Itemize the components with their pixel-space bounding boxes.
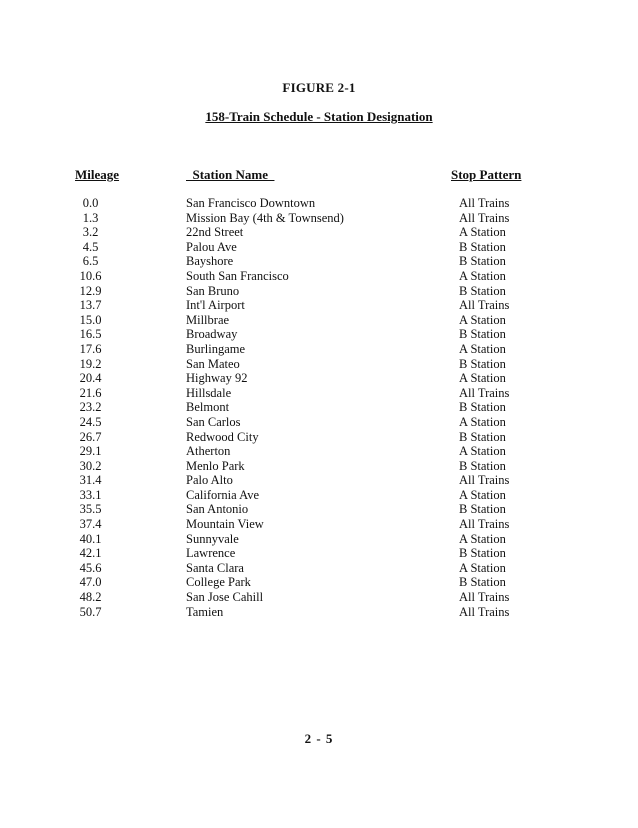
stop-pattern-cell: A Station (459, 560, 506, 575)
mileage-cell: 45.6 (79, 560, 102, 575)
table-row (0, 415, 638, 430)
stop-pattern-cell: B Station (459, 254, 506, 269)
table-row (0, 225, 638, 240)
stop-pattern-cell: B Station (459, 575, 506, 590)
column-header-stop-pattern: Stop Pattern (451, 167, 522, 182)
station-name-cell: Highway 92 (186, 371, 248, 386)
station-name-cell: San Francisco Downtown (186, 196, 316, 210)
stop-pattern-cell: B Station (459, 546, 506, 561)
mileage-cell: 15.0 (79, 312, 102, 327)
stop-pattern-cell: All Trains (459, 473, 510, 488)
stop-pattern-cell: B Station (459, 239, 506, 254)
station-name-cell: 22nd Street (186, 225, 244, 240)
mileage-cell: 21.6 (79, 385, 102, 400)
station-name-cell: Broadway (186, 327, 238, 342)
mileage-cell: 26.7 (79, 429, 102, 444)
station-table (0, 196, 638, 619)
station-name-cell: Redwood City (186, 429, 259, 444)
station-name-cell: Int'l Airport (186, 298, 245, 313)
mileage-cell: 48.2 (79, 590, 102, 605)
mileage-cell: 19.2 (79, 356, 102, 371)
mileage-cell: 17.6 (79, 341, 102, 356)
mileage-cell: 35.5 (79, 502, 102, 517)
table-row (0, 211, 638, 226)
mileage-cell: 10.6 (79, 268, 102, 283)
table-row (0, 561, 638, 576)
table-row (0, 430, 638, 445)
stop-pattern-cell: A Station (459, 444, 506, 459)
table-row (0, 459, 638, 474)
mileage-cell: 33.1 (79, 487, 102, 502)
figure-title: FIGURE 2-1 (282, 80, 356, 95)
stop-pattern-cell: A Station (459, 225, 506, 240)
stop-pattern-cell: B Station (459, 327, 506, 342)
table-row (0, 473, 638, 488)
stop-pattern-cell: A Station (459, 371, 506, 386)
mileage-cell: 0.0 (82, 196, 99, 210)
table-row (0, 284, 638, 299)
station-name-cell: Palo Alto (186, 473, 233, 488)
station-name-cell: Palou Ave (186, 239, 237, 254)
mileage-cell: 1.3 (82, 210, 99, 225)
table-row (0, 400, 638, 415)
mileage-cell: 31.4 (79, 473, 102, 488)
mileage-cell: 23.2 (79, 400, 102, 415)
page-number: 2 - 5 (304, 731, 334, 746)
stop-pattern-cell: A Station (459, 414, 506, 429)
table-row (0, 532, 638, 547)
table-row (0, 502, 638, 517)
mileage-cell: 24.5 (79, 414, 102, 429)
table-row (0, 298, 638, 313)
station-name-cell: San Carlos (186, 414, 241, 429)
table-row (0, 386, 638, 401)
stop-pattern-cell: B Station (459, 429, 506, 444)
table-row (0, 269, 638, 284)
table-row (0, 196, 638, 211)
station-name-cell: San Antonio (186, 502, 249, 517)
stop-pattern-cell: A Station (459, 531, 506, 546)
mileage-cell: 12.9 (79, 283, 102, 298)
mileage-cell: 6.5 (82, 254, 99, 269)
station-name-cell: Atherton (186, 444, 231, 459)
mileage-cell: 47.0 (79, 575, 102, 590)
table-row (0, 357, 638, 372)
table-row (0, 605, 638, 620)
station-name-cell: South San Francisco (186, 268, 289, 283)
column-header-mileage: Mileage (75, 167, 120, 182)
station-name-cell: Tamien (186, 604, 224, 619)
stop-pattern-cell: B Station (459, 458, 506, 473)
stop-pattern-cell: All Trains (459, 604, 510, 619)
stop-pattern-cell: B Station (459, 502, 506, 517)
stop-pattern-cell: All Trains (459, 210, 510, 225)
table-row (0, 444, 638, 459)
mileage-cell: 42.1 (79, 546, 102, 561)
table-row (0, 371, 638, 386)
stop-pattern-cell: A Station (459, 341, 506, 356)
mileage-cell: 29.1 (79, 444, 102, 459)
mileage-cell: 16.5 (79, 327, 102, 342)
station-name-cell: Bayshore (186, 254, 234, 269)
mileage-cell: 20.4 (79, 371, 102, 386)
station-name-cell: San Jose Cahill (186, 590, 264, 605)
mileage-cell: 3.2 (82, 225, 99, 240)
stop-pattern-cell: B Station (459, 356, 506, 371)
stop-pattern-cell: All Trains (459, 298, 510, 313)
table-row (0, 254, 638, 269)
station-name-cell: Santa Clara (186, 560, 244, 575)
station-name-cell: San Mateo (186, 356, 240, 371)
table-row (0, 327, 638, 342)
mileage-cell: 30.2 (79, 458, 102, 473)
station-name-cell: Hillsdale (186, 385, 232, 400)
stop-pattern-cell: All Trains (459, 385, 510, 400)
table-row (0, 590, 638, 605)
station-name-cell: Burlingame (186, 341, 246, 356)
schedule-subtitle: 158-Train Schedule - Station Designation (205, 109, 433, 124)
stop-pattern-cell: A Station (459, 268, 506, 283)
mileage-cell: 13.7 (79, 298, 102, 313)
station-name-cell: California Ave (186, 487, 260, 502)
stop-pattern-cell: A Station (459, 312, 506, 327)
table-row (0, 575, 638, 590)
stop-pattern-cell: All Trains (459, 196, 510, 210)
stop-pattern-cell: All Trains (459, 590, 510, 605)
table-row (0, 313, 638, 328)
station-name-cell: Belmont (186, 400, 230, 415)
mileage-cell: 4.5 (82, 239, 99, 254)
mileage-cell: 40.1 (79, 531, 102, 546)
table-row (0, 488, 638, 503)
stop-pattern-cell: All Trains (459, 517, 510, 532)
mileage-cell: 37.4 (79, 517, 102, 532)
station-name-cell: San Bruno (186, 283, 240, 298)
column-header-station-name: Station Name (186, 167, 275, 182)
table-row (0, 240, 638, 255)
station-name-cell: Millbrae (186, 312, 230, 327)
station-name-cell: Lawrence (186, 546, 236, 561)
station-name-cell: Sunnyvale (186, 531, 239, 546)
station-name-cell: Mission Bay (4th & Townsend) (186, 210, 344, 225)
stop-pattern-cell: B Station (459, 283, 506, 298)
table-row (0, 517, 638, 532)
station-name-cell: Menlo Park (186, 458, 245, 473)
station-name-cell: Mountain View (186, 517, 264, 532)
stop-pattern-cell: A Station (459, 487, 506, 502)
mileage-cell: 50.7 (79, 604, 102, 619)
stop-pattern-cell: B Station (459, 400, 506, 415)
table-row (0, 546, 638, 561)
station-name-cell: College Park (186, 575, 251, 590)
table-row (0, 342, 638, 357)
